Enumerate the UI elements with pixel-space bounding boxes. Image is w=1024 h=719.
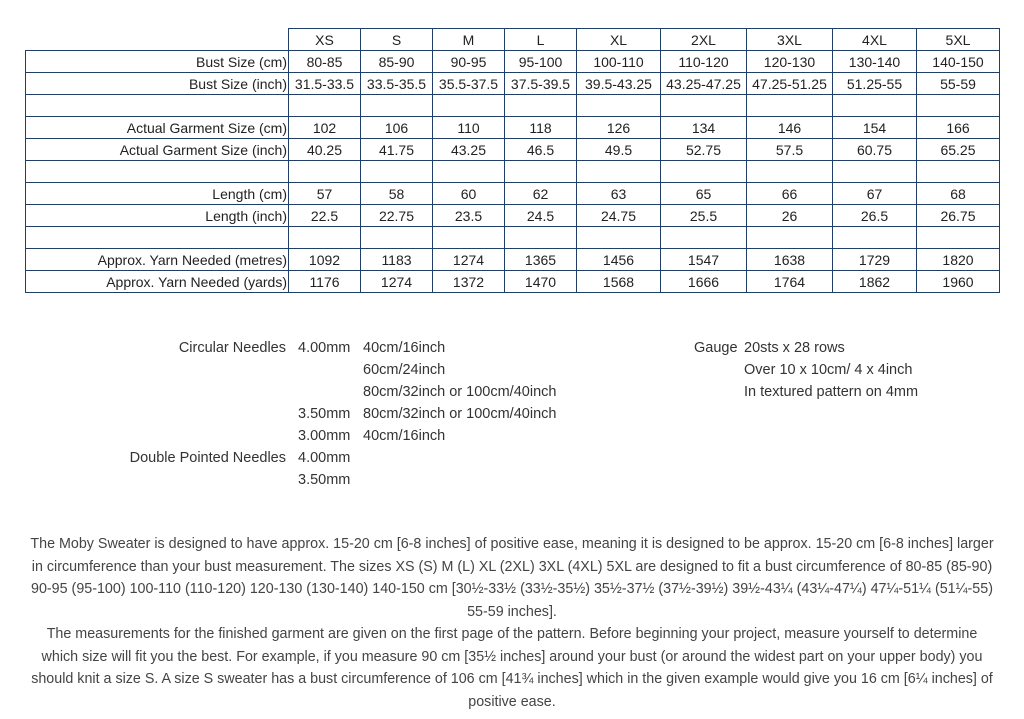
table-cell: 37.5-39.5 [505,73,577,95]
table-cell: 65 [661,183,747,205]
table-row [26,139,1000,161]
table-cell: 52.75 [661,139,747,161]
table-cell: 1820 [917,249,1000,271]
table-cell: 100-110 [577,51,661,73]
table-cell: 1274 [433,249,505,271]
table-cell: 130-140 [833,51,917,73]
table-cell [433,161,505,183]
table-cell [361,95,433,117]
table-cell: 49.5 [577,139,661,161]
dpn-size-3-5mm: 3.50mm [298,472,351,488]
table-cell [505,161,577,183]
table-cell: 66 [747,183,833,205]
table-spacer-row [26,95,1000,117]
row-label: Approx. Yarn Needed (yards) [26,271,289,293]
row-label: Length (inch) [26,205,289,227]
table-cell: 1092 [289,249,361,271]
table-cell: 24.75 [577,205,661,227]
table-cell [433,95,505,117]
gauge-label: Gauge [694,340,738,356]
table-cell: 1176 [289,271,361,293]
size-header-cell: 5XL [917,29,1000,51]
table-header-row [26,29,1000,51]
table-cell: 60.75 [833,139,917,161]
table-cell: 58 [361,183,433,205]
size-header-cell: S [361,29,433,51]
table-cell: 154 [833,117,917,139]
table-cell: 33.5-35.5 [361,73,433,95]
table-cell: 1547 [661,249,747,271]
size-chart-table [25,28,1000,293]
table-row [26,73,1000,95]
table-cell: 120-130 [747,51,833,73]
size-header-cell: 4XL [833,29,917,51]
table-cell: 60 [433,183,505,205]
header-corner-cell [26,29,289,51]
table-cell: 1274 [361,271,433,293]
table-cell: 85-90 [361,51,433,73]
table-cell [505,95,577,117]
table-cell: 1183 [361,249,433,271]
table-cell [577,95,661,117]
table-cell: 23.5 [433,205,505,227]
gauge-pattern: In textured pattern on 4mm [744,384,919,400]
table-cell [361,227,433,249]
table-cell: 35.5-37.5 [433,73,505,95]
measure-paragraph: The measurements for the finished garment are given on the first page of the pattern. Before beginning your project, measure yourself to determine which size will fit you the best. For example, if you measure 90 cm [35½ inches] around your bust (or around the widest part on your upper body) you should knit a size S. A size S sweater has a bust circumference of 106 cm [41¾ inches] which in the given example would give you 16 cm [6¼ inches] of positive ease. [31,626,993,710]
table-cell: 51.25-55 [833,73,917,95]
table-cell: 47.25-51.25 [747,73,833,95]
table-row [26,117,1000,139]
size-header-cell: XS [289,29,361,51]
table-cell [505,227,577,249]
table-cell [747,95,833,117]
dpn-size-4mm: 4.00mm [298,450,351,466]
table-cell: 26.75 [917,205,1000,227]
circular-needle-length: 40cm/16inch [363,428,446,444]
table-cell [577,227,661,249]
ease-paragraph: The Moby Sweater is designed to have approx. 15-20 cm [6-8 inches] of positive ease, meaning it is designed to be approx. 15-20 cm [6-8 inches] larger in circumference than your bust measurement. The sizes XS (S) M (L) XL (2XL) 3XL (4XL) 5XL are designed to fit a bust circumference of 80-85 (85-90) 90-95 (95-100) 100-110 (110-120) 120-130 (130-140) 140-150 cm [30½-33½ (33½-35½) 35½-37½ (37½-39½) 39½-43¼ (43¼-47¼) 47¼-51¼ (51¼-55) 55-59 inches]. [30,536,994,620]
table-row [26,249,1000,271]
table-cell [917,95,1000,117]
table-cell: 1960 [917,271,1000,293]
table-cell: 57.5 [747,139,833,161]
table-cell: 126 [577,117,661,139]
dpn-label: Double Pointed Needles [129,450,286,466]
table-row [26,271,1000,293]
table-cell: 25.5 [661,205,747,227]
table-cell [361,161,433,183]
table-cell [289,161,361,183]
table-cell: 39.5-43.25 [577,73,661,95]
table-cell: 43.25-47.25 [661,73,747,95]
table-cell [289,95,361,117]
table-cell: 22.5 [289,205,361,227]
row-label [26,161,289,183]
table-row [26,205,1000,227]
table-cell [917,161,1000,183]
description-text [30,533,994,713]
table-cell: 57 [289,183,361,205]
table-cell [747,227,833,249]
table-cell [661,161,747,183]
table-cell: 22.75 [361,205,433,227]
table-cell [833,95,917,117]
size-header-cell: 3XL [747,29,833,51]
row-label: Approx. Yarn Needed (metres) [26,249,289,271]
table-cell: 1365 [505,249,577,271]
table-cell [661,95,747,117]
table-cell: 26.5 [833,205,917,227]
circular-needle-size-3mm: 3.00mm [298,428,351,444]
table-cell: 1862 [833,271,917,293]
circular-needles-label: Circular Needles [178,340,286,356]
table-cell: 1764 [747,271,833,293]
table-cell: 102 [289,117,361,139]
table-cell [433,227,505,249]
table-cell [289,227,361,249]
circular-needle-length: 60cm/24inch [363,362,446,378]
table-cell: 1666 [661,271,747,293]
table-cell [661,227,747,249]
table-cell: 1456 [577,249,661,271]
size-header-cell: M [433,29,505,51]
table-row [26,51,1000,73]
table-cell: 26 [747,205,833,227]
row-label [26,227,289,249]
table-cell [747,161,833,183]
table-cell: 106 [361,117,433,139]
table-cell: 46.5 [505,139,577,161]
gauge-area: Over 10 x 10cm/ 4 x 4inch [744,362,913,378]
table-cell: 110-120 [661,51,747,73]
table-cell [917,227,1000,249]
table-cell: 65.25 [917,139,1000,161]
gauge-stitches-rows: 20sts x 28 rows [744,340,845,356]
table-cell [833,227,917,249]
table-cell: 1568 [577,271,661,293]
table-cell [833,161,917,183]
row-label: Length (cm) [26,183,289,205]
table-cell: 110 [433,117,505,139]
circular-needle-length: 80cm/32inch or 100cm/40inch [363,406,557,422]
table-cell: 80-85 [289,51,361,73]
table-row [26,183,1000,205]
table-spacer-row [26,161,1000,183]
table-cell: 67 [833,183,917,205]
row-label [26,95,289,117]
table-cell: 118 [505,117,577,139]
size-header-cell: 2XL [661,29,747,51]
table-cell: 1729 [833,249,917,271]
circular-needle-length: 40cm/16inch [363,340,446,356]
table-cell: 166 [917,117,1000,139]
table-cell: 1470 [505,271,577,293]
table-cell: 62 [505,183,577,205]
row-label: Actual Garment Size (cm) [26,117,289,139]
table-cell: 1638 [747,249,833,271]
row-label: Actual Garment Size (inch) [26,139,289,161]
table-cell: 31.5-33.5 [289,73,361,95]
circular-needle-size-3-5mm: 3.50mm [298,406,351,422]
row-label: Bust Size (cm) [26,51,289,73]
circular-needle-length: 80cm/32inch or 100cm/40inch [363,384,557,400]
table-cell [577,161,661,183]
table-cell: 43.25 [433,139,505,161]
row-label: Bust Size (inch) [26,73,289,95]
table-cell: 146 [747,117,833,139]
table-cell: 55-59 [917,73,1000,95]
table-cell: 63 [577,183,661,205]
table-cell: 24.5 [505,205,577,227]
size-header-cell: L [505,29,577,51]
circular-needle-size-4mm: 4.00mm [298,340,351,356]
table-cell: 90-95 [433,51,505,73]
table-cell: 68 [917,183,1000,205]
table-cell: 140-150 [917,51,1000,73]
table-spacer-row [26,227,1000,249]
table-cell: 95-100 [505,51,577,73]
table-cell: 40.25 [289,139,361,161]
table-cell: 41.75 [361,139,433,161]
table-cell: 1372 [433,271,505,293]
size-header-cell: XL [577,29,661,51]
table-cell: 134 [661,117,747,139]
